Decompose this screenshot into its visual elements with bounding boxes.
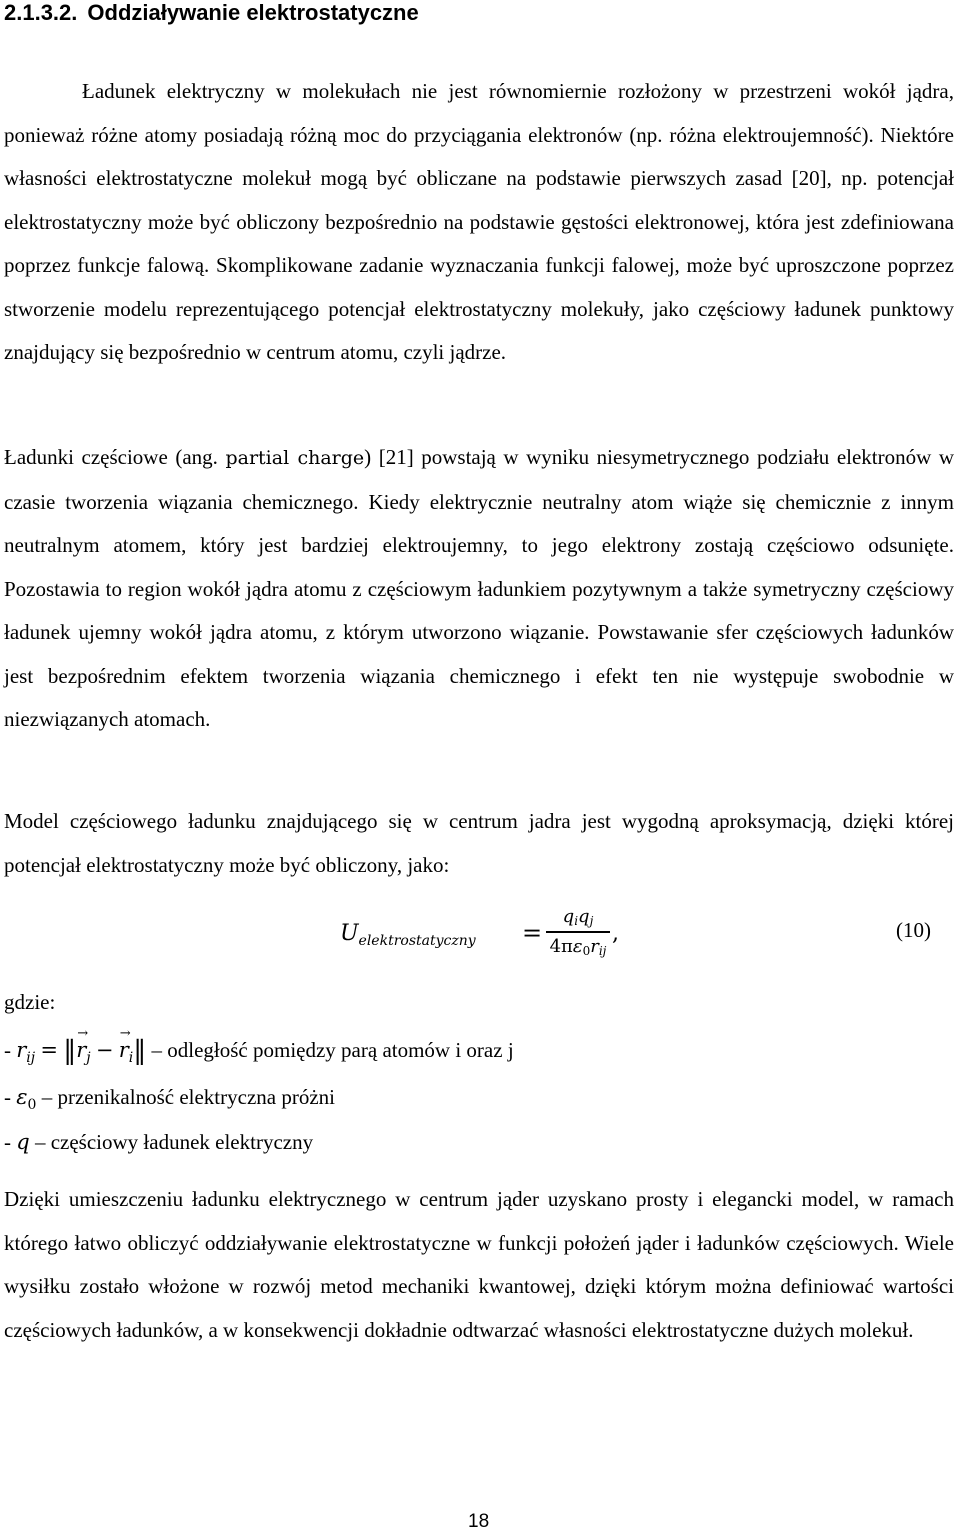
- formula-u-symbol: U: [340, 921, 359, 946]
- numerator-j: j: [589, 914, 594, 928]
- formula-comma: ,: [612, 921, 619, 946]
- numerator-q1: q: [562, 906, 575, 927]
- vector-ri: [118, 1038, 134, 1066]
- def-symbol: [16, 1038, 36, 1066]
- formula-fraction: [546, 905, 610, 959]
- paragraph-4: [4, 1178, 954, 1352]
- paragraph-1-text: Ładunek elektryczny w molekułach nie jest równomiernie rozłożony w przestrzeni wokół jądra, ponieważ różne atomy posiadają różną moc do przyciągania elektronów (np. różna elektroujemność). Niektóre własności elektrostatyczne molekuł mogą być obliczane na podstawie pierwszych zasad [20], np. potencjał elektrostatyczny może być obliczony bezpośrednio na podstawie gęstości elektronowej, która jest zdefiniowana poprzez funkcje falową. Skomplikowane zadanie wyznaczania funkcji falowej, może być uproszczone poprzez stworzenie modelu reprezentującego potencjał elektrostatyczny molekuły, jako częściowy ładunek punktowy znajdujący się bezpośrednio w centrum atomu, czyli jądrze.: [4, 79, 954, 364]
- section-title: Oddziaływanie elektrostatyczne: [87, 0, 419, 25]
- vec-r-i: → r: [119, 1038, 129, 1062]
- definition-q: [4, 1130, 313, 1155]
- symbol-epsilon: ε: [16, 1085, 28, 1109]
- paragraph-2: [4, 436, 954, 742]
- definitions-intro: gdzie:: [4, 990, 56, 1014]
- vec-r-j: → r: [76, 1038, 86, 1062]
- formula-lhs: [340, 921, 476, 949]
- formula-equals: =: [522, 919, 543, 947]
- paragraph-2-before: Ładunki częściowe (ang.: [4, 445, 226, 469]
- def-dash: -: [4, 1130, 11, 1154]
- norm-close: ‖: [133, 1036, 147, 1066]
- definition-r-ij: - $r_{ij}$ = ‖→ $r_j$ − → $r_i‖$ – odległość pomiędzy parą atomów i oraz j: [4, 1036, 514, 1066]
- fraction-bar: [546, 931, 610, 933]
- paragraph-1: [4, 70, 954, 375]
- paragraph-4-text: Dzięki umieszczeniu ładunku elektrycznego w centrum jąder uzyskano prosty i elegancki model, w ramach którego łatwo obliczyć oddziaływanie elektrostatyczne w funkcji położeń jąder i ładunków częściowych. Wiele wysiłku zostało włożone w rozwój metod mechaniki kwantowej, dzięki którym można definiować wartości częściowych ładunków, a w konsekwencji dokładnie odtwarzać własności elektrostatyczne dużych molekuł.: [4, 1187, 954, 1342]
- equation-number: (10): [896, 918, 931, 942]
- denominator-coef: 4π: [549, 935, 573, 957]
- numerator-q2: q: [578, 906, 590, 927]
- def-symbol: [16, 1085, 37, 1113]
- vec-r-i-sub: i: [128, 1050, 134, 1066]
- denominator-r: r: [590, 935, 599, 957]
- paragraph-3: [4, 800, 954, 887]
- partial-charge-term: partial charge: [225, 447, 365, 469]
- norm-open: ‖: [63, 1036, 77, 1066]
- symbol-r: r: [16, 1038, 27, 1062]
- section-number: 2.1.3.2.: [4, 0, 78, 25]
- formula-numerator: [546, 905, 610, 929]
- numerator-i: i: [574, 914, 579, 928]
- page-number: 18: [468, 1511, 490, 1532]
- def-equals: =: [40, 1038, 58, 1062]
- denominator-ij: ij: [598, 943, 607, 958]
- paragraph-2-after: ) [21] powstają w wyniku niesymetrycznego podziału elektronów w czasie tworzenia wiązania chemicznego. Kiedy elektrycznie neutralny atom wiąże się chemicznie z innym neutralnym atomem, który jest bardziej elektroujemny, to jego elektrony zostają częściowo odsunięte. Pozostawia to region wokół jądra atomu z częściowym ładunkiem pozytywnym a także symetryczny częściowy ładunek ujemny wokół jądra atomu, z którym utworzono wiązanie. Powstawanie sfer częściowych ładunków jest bezpośrednim efektem tworzenia wiązania chemicznego i efekt ten nie występuje swobodnie w niezwiązanych atomach.: [4, 445, 954, 731]
- denominator-eps: ε: [572, 935, 583, 957]
- def-text: – przenikalność elektryczna próżni: [41, 1085, 335, 1109]
- def-dash: -: [4, 1085, 11, 1109]
- minus-sign: −: [95, 1038, 114, 1062]
- vec-r-j-sub: j: [86, 1050, 91, 1066]
- vector-rj: [76, 1038, 91, 1066]
- formula-u-subscript: elektrostatyczny: [358, 933, 476, 949]
- def-text: odległość pomiędzy parą atomów i oraz j: [167, 1038, 514, 1062]
- formula-denominator: [546, 935, 610, 959]
- symbol-q: q: [16, 1130, 30, 1154]
- def-dash: -: [4, 1038, 11, 1062]
- symbol-epsilon-sub: 0: [27, 1097, 37, 1113]
- denominator-zero: 0: [582, 943, 591, 958]
- definition-epsilon: [4, 1085, 335, 1113]
- paragraph-3-text: Model częściowego ładunku znajdującego się w centrum jadra jest wygodną aproksymacją, dzięki której potencjał elektrostatyczny może być obliczony, jako:: [4, 809, 954, 877]
- symbol-r-sub: ij: [26, 1050, 36, 1066]
- section-heading: [4, 0, 419, 26]
- def-text: – częściowy ładunek elektryczny: [34, 1130, 314, 1154]
